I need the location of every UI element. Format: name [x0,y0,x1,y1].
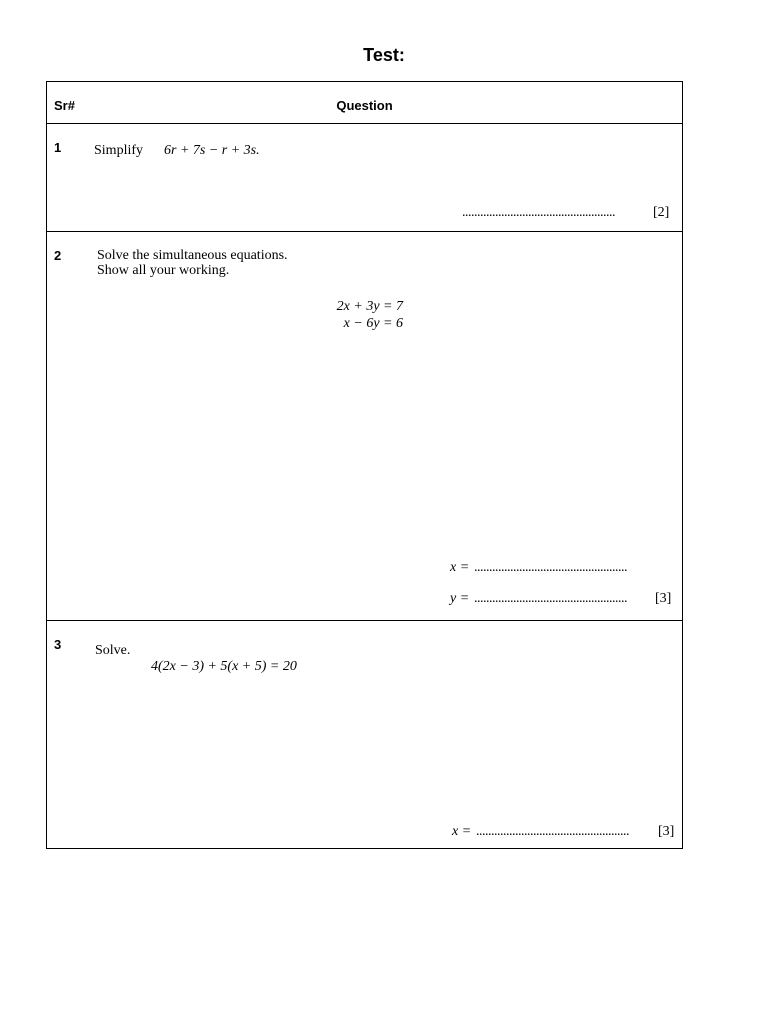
page-title: Test: [363,45,405,65]
question-instruction: Solve. [95,643,131,658]
answer-x-label: x = [452,824,472,839]
simultaneous-equations [317,298,403,332]
equation-1: 2x + 3y = 7 [336,299,403,314]
question-number: 1 [54,140,62,155]
answer-x-line: ................................................... [474,560,627,575]
column-header-question: Question [336,98,393,113]
question-number: 2 [54,248,62,263]
question-instruction: Show all your working. [97,263,230,278]
answer-line: ................................................... [462,205,615,220]
question-row-1 [47,123,682,231]
answer-y-label: y = [450,591,470,606]
question-row-3 [47,620,682,848]
marks-label: [3] [655,591,672,606]
question-equation: 4(2x − 3) + 5(x + 5) = 20 [151,659,297,674]
column-header-sr: Sr# [54,98,75,113]
question-table [46,81,683,849]
table-header-row [47,82,682,123]
question-instruction: Solve the simultaneous equations. [97,248,288,263]
question-instruction: Simplify [94,143,144,158]
answer-x-line: ................................................... [476,824,629,839]
question-row-2 [47,231,682,620]
question-expression: 6r + 7s − r + 3s. [164,143,260,158]
question-number: 3 [54,637,62,652]
answer-y-line: ................................................... [474,591,627,606]
marks-label: [3] [658,824,675,839]
equation-2: x − 6y = 6 [343,316,403,331]
answer-x-label: x = [450,560,470,575]
marks-label: [2] [653,205,670,220]
